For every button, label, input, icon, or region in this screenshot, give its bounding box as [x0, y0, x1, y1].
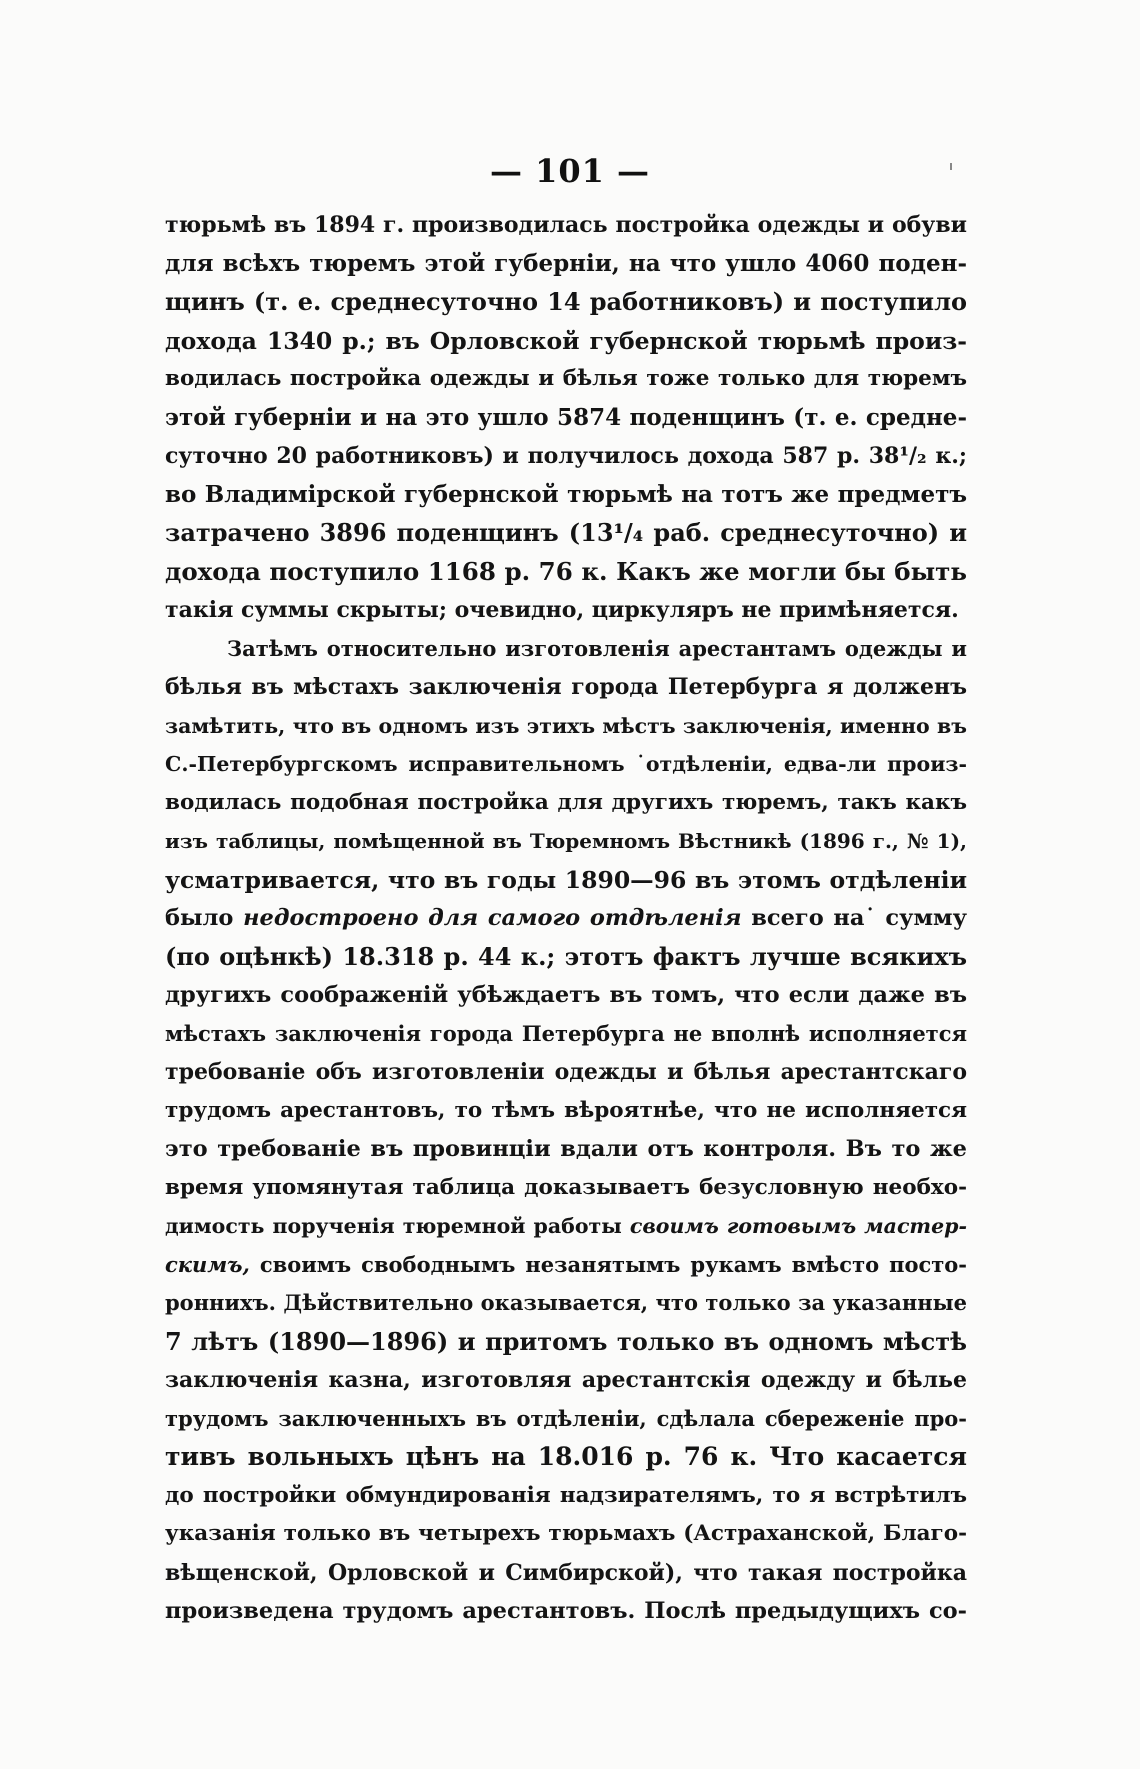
- text-line: указанія только въ четырехъ тюрьмахъ (Астраханской, Благо-: [165, 1521, 967, 1546]
- italic-segment: недостроено для самого отдѣленія: [243, 905, 742, 931]
- text-line: заключенія казна, изготовляя арестантскія одежду и бѣлье: [165, 1367, 967, 1393]
- text-line: суточно 20 работниковъ) и получилось дохода 587 р. 38¹/₂ к.;: [165, 443, 967, 469]
- italic-segment: скимъ,: [165, 1251, 250, 1277]
- text-segment: димость порученія тюремной работы: [165, 1214, 622, 1238]
- text-line: этой губерніи и на это ушло 5874 поденщинъ (т. е. средне-: [165, 403, 967, 431]
- text-line: роннихъ. Дѣйствительно оказывается, что только за указанные: [165, 1290, 967, 1315]
- text-line: (по оцѣнкѣ) 18.318 р. 44 к.; этотъ фактъ лучше всякихъ: [165, 941, 967, 971]
- text-line: для всѣхъ тюремъ этой губерніи, на что ушло 4060 поден-: [165, 249, 967, 277]
- text-line: изъ таблицы, помѣщенной въ Тюремномъ Вѣстникѣ (1896 г., № 1),: [165, 829, 967, 853]
- text-line: С.-Петербургскомъ исправительномъ ˙отдѣленіи, едва-ли произ-: [165, 752, 967, 776]
- page-number: — 101 —: [489, 152, 651, 190]
- text-line: бѣлья въ мѣстахъ заключенія города Петербурга я долженъ: [165, 674, 967, 700]
- text-line: до постройки обмундированія надзирателямъ, то я встрѣтилъ: [165, 1482, 967, 1508]
- body-text: [165, 206, 967, 1631]
- text-line: Затѣмъ относительно изготовленія арестантамъ одежды и: [227, 635, 967, 661]
- text-line: тивъ вольныхъ цѣнъ на 18.016 р. 76 к. Что касается: [165, 1442, 967, 1471]
- text-line: водилась подобная постройка для другихъ тюремъ, такъ какъ: [165, 789, 967, 815]
- text-line: трудомъ заключенныхъ въ отдѣленіи, сдѣлала сбереженіе про-: [165, 1405, 967, 1431]
- text-segment: всего на˙ сумму: [751, 905, 967, 931]
- text-line: мѣстахъ заключенія города Петербурга не вполнѣ исполняется: [165, 1020, 967, 1046]
- italic-segment: своимъ готовымъ мастер-: [629, 1214, 967, 1238]
- text-line: затрачено 3896 поденщинъ (13¹/₄ раб. среднесуточно) и: [165, 518, 967, 547]
- text-line: такія суммы скрыты; очевидно, циркуляръ не примѣняется.: [165, 597, 959, 623]
- text-line-italic: [165, 1207, 967, 1246]
- text-line: водилась постройка одежды и бѣлья тоже только для тюремъ: [165, 366, 967, 391]
- text-line: замѣтить, что въ одномъ изъ этихъ мѣстъ заключенія, именно въ: [165, 713, 967, 738]
- text-line-italic: [165, 899, 967, 938]
- text-line: щинъ (т. е. среднесуточно 14 работниковъ) и поступило: [165, 287, 967, 316]
- text-segment: своимъ свободнымъ незанятымъ рукамъ вмѣсто посто-: [259, 1251, 967, 1277]
- text-line: произведена трудомъ арестантовъ. Послѣ предыдущихъ со-: [165, 1598, 967, 1624]
- text-line: трудомъ арестантовъ, то тѣмъ вѣроятнѣе, что не исполняется: [165, 1097, 967, 1123]
- text-segment: было: [165, 905, 234, 931]
- text-line-italic: [165, 1246, 967, 1285]
- text-line: во Владимірской губернской тюрьмѣ на тотъ же предметъ: [165, 480, 967, 508]
- text-line: это требованіе въ провинціи вдали отъ контроля. Въ то же: [165, 1136, 967, 1162]
- text-line: дохода поступило 1168 р. 76 к. Какъ же могли бы быть: [165, 556, 967, 586]
- text-line: требованіе объ изготовленіи одежды и бѣлья арестантскаго: [165, 1059, 967, 1085]
- text-line: 7 лѣтъ (1890—1896) и притомъ только въ одномъ мѣстѣ: [165, 1326, 967, 1356]
- text-line: тюрьмѣ въ 1894 г. производилась постройка одежды и обуви: [165, 212, 967, 238]
- text-line: другихъ соображеній убѣждаетъ въ томъ, что если даже въ: [165, 982, 967, 1008]
- text-line: время упомянутая таблица доказываетъ безусловную необхо-: [165, 1174, 967, 1200]
- text-line: дохода 1340 р.; въ Орловской губернской тюрьмѣ произ-: [165, 326, 967, 355]
- text-line: усматривается, что въ годы 1890—96 въ этомъ отдѣленіи: [165, 865, 967, 894]
- text-line: вѣщенской, Орловской и Симбирской), что такая постройка: [165, 1559, 967, 1586]
